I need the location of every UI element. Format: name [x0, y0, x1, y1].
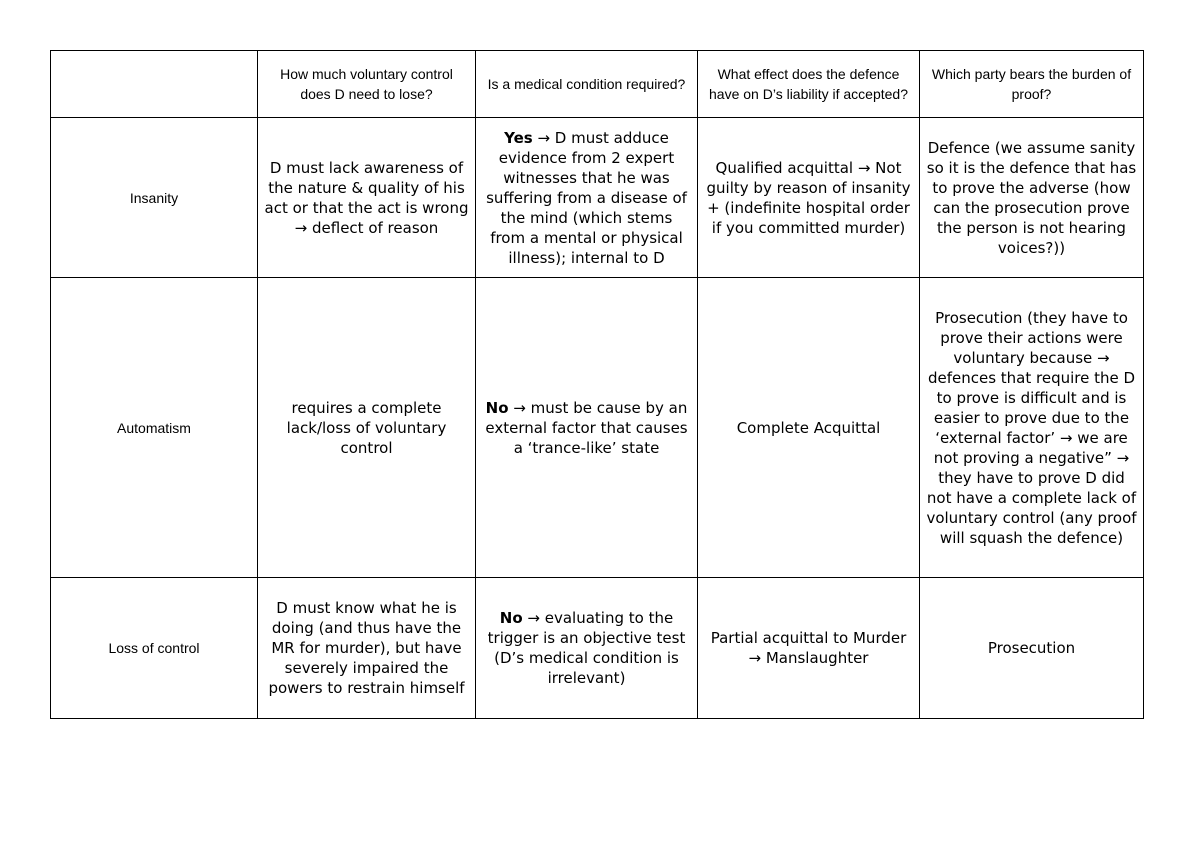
header-effect-on-liability: What effect does the defence have on D’s liability if accepted?	[698, 51, 920, 118]
header-corner-cell	[51, 51, 258, 118]
burden-of-proof-cell: Prosecution (they have to prove their actions were voluntary because → defences that require the D to prove is difficult and is easier to prove due to the ‘external factor’ → we are not proving a negative” → they have to prove D did not have a complete lack of voluntary control (any proof will squash the defence)	[920, 278, 1144, 578]
medical-detail: → D must adduce evidence from 2 expert witnesses that he was suffering from a disease of the mind (which stems from a mental or physical illness); internal to D	[486, 128, 687, 267]
row-label: Insanity	[51, 118, 258, 278]
medical-answer: Yes	[504, 128, 533, 147]
liability-effect-cell: Partial acquittal to Murder → Manslaughter	[698, 578, 920, 719]
voluntary-control-cell: D must know what he is doing (and thus have the MR for murder), but have severely impaired the powers to restrain himself	[258, 578, 476, 719]
row-label: Automatism	[51, 278, 258, 578]
medical-condition-cell	[476, 278, 698, 578]
table-row-loss-of-control	[51, 578, 1144, 719]
header-medical-condition: Is a medical condition required?	[476, 51, 698, 118]
table-row-automatism	[51, 278, 1144, 578]
header-burden-of-proof: Which party bears the burden of proof?	[920, 51, 1144, 118]
medical-answer: No	[485, 398, 509, 417]
liability-effect-cell: Qualified acquittal → Not guilty by reason of insanity + (indefinite hospital order if you committed murder)	[698, 118, 920, 278]
liability-effect-cell: Complete Acquittal	[698, 278, 920, 578]
header-voluntary-control: How much voluntary control does D need to lose?	[258, 51, 476, 118]
medical-detail: → must be cause by an external factor that causes a ‘trance-like’ state	[485, 398, 688, 457]
defences-comparison-table	[50, 50, 1144, 719]
voluntary-control-cell: requires a complete lack/loss of voluntary control	[258, 278, 476, 578]
row-label: Loss of control	[51, 578, 258, 719]
voluntary-control-cell: D must lack awareness of the nature & quality of his act or that the act is wrong → deflect of reason	[258, 118, 476, 278]
table-row-insanity	[51, 118, 1144, 278]
burden-of-proof-cell: Prosecution	[920, 578, 1144, 719]
medical-answer: No	[499, 609, 523, 627]
header-row	[51, 51, 1144, 118]
medical-condition-cell	[476, 578, 698, 719]
medical-condition-cell	[476, 118, 698, 278]
medical-detail: → evaluating to the trigger is an objective test (D’s medical condition is irrelevant)	[487, 609, 686, 687]
burden-of-proof-cell: Defence (we assume sanity so it is the defence that has to prove the adverse (how can the prosecution prove the person is not hearing voices?))	[920, 118, 1144, 278]
